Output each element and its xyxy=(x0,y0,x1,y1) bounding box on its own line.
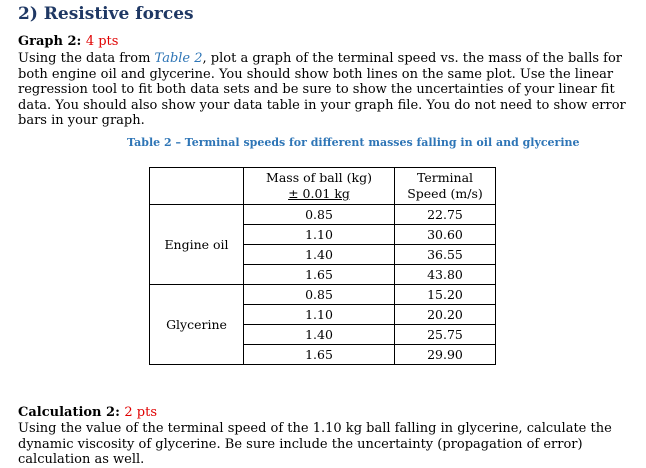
table-row xyxy=(150,285,496,305)
table-reference-link: Table 2 xyxy=(154,51,203,66)
speed-cell: 30.60 xyxy=(395,225,496,245)
graph-heading-label: Graph 2: xyxy=(18,34,82,49)
section-title: 2) Resistive forces xyxy=(18,4,194,24)
header-speed-line2: Speed (m/s) xyxy=(407,186,483,201)
mass-cell: 0.85 xyxy=(244,205,395,225)
speed-cell: 25.75 xyxy=(395,325,496,345)
graph-text-end: , plot a graph of the terminal speed vs. the mass of the balls for both engine oil and glycerine. You should show both lines on the same plot. Use the linear regression tool to fit both data sets and be sure to show the uncertainties of your linear fit data. You should also show your data table in your graph file. You do not need to show error bars in your graph. xyxy=(18,51,626,128)
mass-cell: 1.65 xyxy=(244,265,395,285)
speed-cell: 29.90 xyxy=(395,345,496,365)
mass-cell: 0.85 xyxy=(244,285,395,305)
header-mass-line1: Mass of ball (kg) xyxy=(266,170,372,185)
header-speed-cell xyxy=(395,168,496,205)
header-empty-cell xyxy=(150,168,244,205)
table-row xyxy=(150,205,496,225)
table-header-row xyxy=(150,168,496,205)
calculation-heading-label: Calculation 2: xyxy=(18,405,120,420)
graph-instructions xyxy=(18,51,630,129)
mass-cell: 1.40 xyxy=(244,245,395,265)
graph-points: 4 pts xyxy=(85,34,119,49)
header-mass-cell xyxy=(244,168,395,205)
header-speed-line1: Terminal xyxy=(416,170,474,185)
calculation-instructions: Using the value of the terminal speed of the 1.10 kg ball falling in glycerine, calculate the dynamic viscosity of glycerine. Be sure include the uncertainty (propagation of error) calculation as well. xyxy=(18,421,612,467)
mass-cell: 1.65 xyxy=(244,345,395,365)
speed-cell: 36.55 xyxy=(395,245,496,265)
group-label-glycerine: Glycerine xyxy=(150,285,244,365)
group-label-engine-oil: Engine oil xyxy=(150,205,244,285)
calculation-points: 2 pts xyxy=(124,405,158,420)
speed-cell: 15.20 xyxy=(395,285,496,305)
speed-cell: 43.80 xyxy=(395,265,496,285)
mass-cell: 1.10 xyxy=(244,305,395,325)
terminal-speed-table xyxy=(149,167,496,365)
speed-cell: 20.20 xyxy=(395,305,496,325)
speed-cell: 22.75 xyxy=(395,205,496,225)
header-mass-line2: ± 0.01 kg xyxy=(288,186,350,201)
mass-cell: 1.10 xyxy=(244,225,395,245)
calculation-heading xyxy=(18,405,157,420)
mass-cell: 1.40 xyxy=(244,325,395,345)
graph-text-start: Using the data from xyxy=(18,51,155,66)
graph-heading xyxy=(18,34,118,49)
table-caption: Table 2 – Terminal speeds for different masses falling in oil and glycerine xyxy=(127,136,580,149)
